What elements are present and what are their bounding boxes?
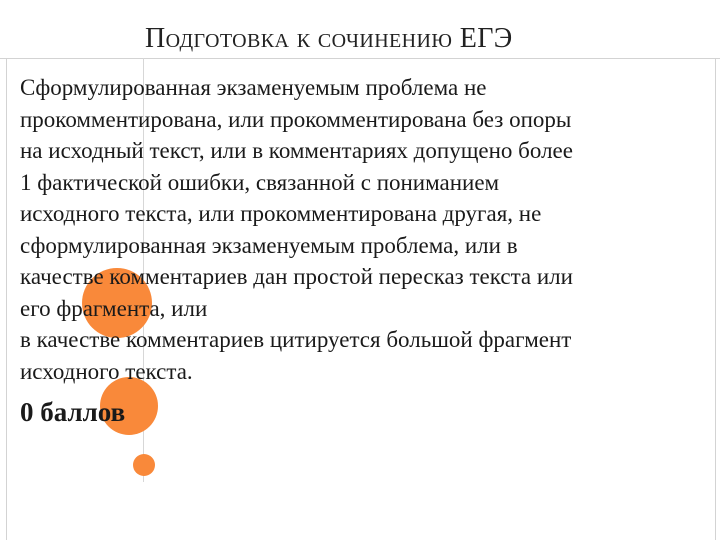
slide-body: [20, 72, 710, 429]
decorative-orange-circle-small: [133, 454, 155, 476]
score-label: 0 баллов: [20, 397, 126, 427]
slide-title: Подготовка к сочинению ЕГЭ: [145, 23, 513, 54]
criteria-paragraph-continuation: в качестве комментариев цитируется большой фрагмент исходного текста.: [20, 327, 572, 384]
slide-frame-top: [0, 58, 720, 59]
slide-frame-left: [6, 58, 7, 540]
slide-frame-right: [715, 58, 716, 540]
criteria-paragraph: Сформулированная экзаменуемым проблема не прокомментирована, или прокомментирована без опоры на исходный текст, или в комментариях допущено более 1 фактической ошибки, связанной с пониманием исходного текста, или прокомментирована другая, не сформулированная экзаменуемым проблема, или в качестве комментариев дан простой пересказ текста или его фрагмента, или: [20, 75, 573, 321]
